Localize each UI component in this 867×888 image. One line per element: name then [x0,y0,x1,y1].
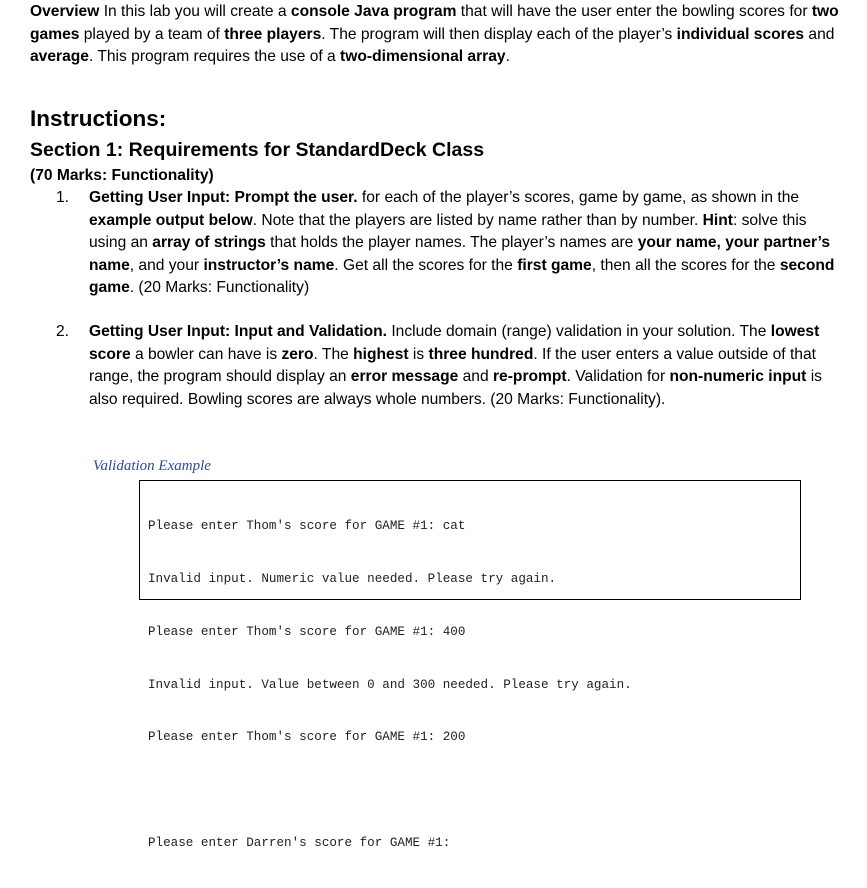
console-line: Please enter Thom's score for GAME #1: 400 [148,624,466,639]
list-item-emphasis: instructor’s name [203,256,335,274]
list-item-emphasis: Getting User Input: Prompt the user. [89,189,358,206]
list-item-emphasis: first game [517,256,592,274]
overview-emphasis: individual scores [676,25,805,43]
list-item-emphasis: highest [353,345,409,363]
overview-text: . The program will then display each of the player’s [321,25,677,43]
list-item-number: 2. [56,323,70,340]
list-item-emphasis: example output below [89,211,253,229]
console-line: Invalid input. Numeric value needed. Please try again. [148,571,557,586]
overview-paragraph [30,1,850,69]
list-item-emphasis: Hint [702,211,733,229]
list-item-emphasis: re-prompt [492,368,567,386]
list-item [56,187,846,300]
list-item-text: is also required. Bowling scores are always whole numbers. (20 Marks: Functionality). [89,368,822,408]
list-item-emphasis: Getting User Input: Input and Validation. [89,323,388,340]
overview-text: . [505,48,510,66]
list-item-text: is [408,345,429,363]
overview-text: played by a team of [79,25,225,43]
list-item [56,321,846,411]
list-item-text: . Validation for [566,368,670,386]
instructions-heading: Instructions: [30,106,167,131]
list-item-text: . The [313,345,354,363]
list-item-emphasis: zero [281,345,314,363]
console-line: Please enter Thom's score for GAME #1: 200 [148,730,466,745]
overview-text: and [804,25,835,43]
list-item-body [89,187,844,300]
overview-text: that will have the user enter the bowling scores for [456,3,812,20]
list-item-text: . Get all the scores for the [334,256,518,274]
list-item-emphasis: second game [89,256,835,297]
list-item-emphasis: error message [350,368,459,386]
list-item-text: . (20 Marks: Functionality) [129,279,310,297]
list-item-text: . Note that the players are listed by name rather than by number. [252,211,703,229]
overview-emphasis: two-dimensional array [340,48,506,66]
section-marks: (70 Marks: Functionality) [30,167,214,184]
list-item-text: for each of the player’s scores, game by game, as shown in the [357,189,800,206]
console-line: Please enter Thom's score for GAME #1: cat [148,519,466,534]
list-item-text: , and your [129,256,204,274]
list-item-emphasis: array of strings [152,234,266,252]
list-item-text: and [458,368,493,386]
section-heading: Section 1: Requirements for StandardDeck Class [30,139,485,161]
list-item-emphasis: three hundred [428,345,534,363]
console-output-box [139,480,801,850]
list-item-emphasis: lowest score [89,323,820,363]
console-line: Invalid input. Value between 0 and 300 needed. Please try again. [148,677,632,692]
validation-example-title: Validation Example [93,458,211,474]
overview-emphasis: two games [30,3,839,43]
list-item-number: 1. [56,189,70,206]
list-item-text: , then all the scores for the [591,256,780,274]
overview-label: Overview [30,3,100,20]
overview-emphasis: console Java program [290,3,457,20]
list-item-body [89,321,844,411]
list-item-emphasis: non-numeric input [669,368,807,386]
list-item-emphasis: your name, your partner’s name [89,234,831,274]
console-line: Please enter Darren's score for GAME #1: [148,835,451,850]
console-line [148,782,800,800]
overview-emphasis: three players [224,25,322,43]
list-item-text: a bowler can have is [130,345,282,363]
list-item-text: . If the user enters a value outside of that range, the program should display an [89,345,816,386]
overview-text: . This program requires the use of a [88,48,341,66]
list-item-text: : solve this using an [89,211,807,252]
list-item-text: Include domain (range) validation in your solution. The [387,323,771,340]
overview-text: In this lab you will create a [99,3,291,20]
overview-emphasis: average [30,48,89,66]
list-item-text: that holds the player names. The player’s names are [265,234,638,252]
